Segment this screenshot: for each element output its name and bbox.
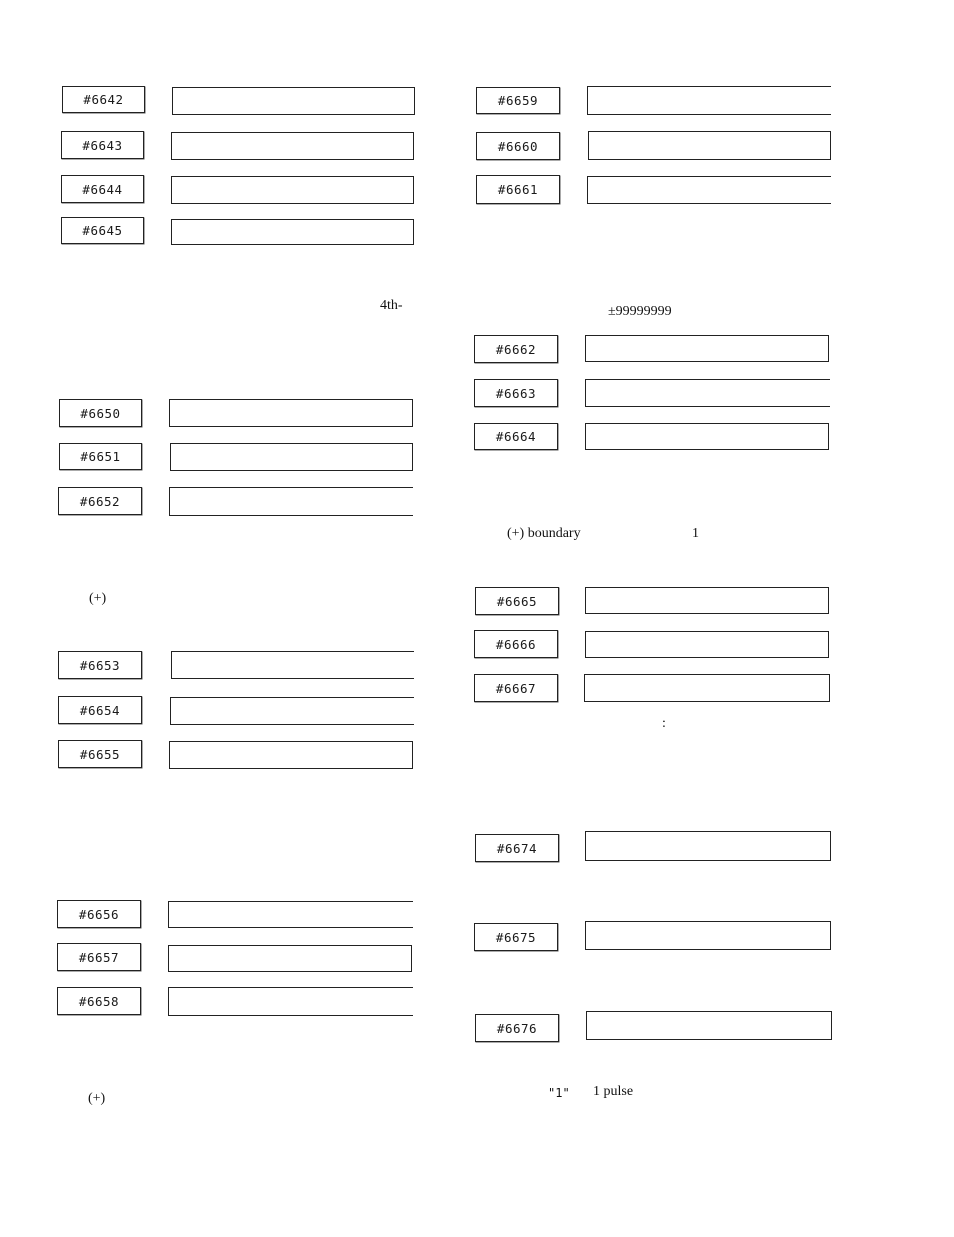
left-param-6645: #6645 xyxy=(61,217,144,244)
right-field-6659[interactable] xyxy=(587,86,831,115)
right-field-6661[interactable] xyxy=(587,176,831,204)
left-field-6642[interactable] xyxy=(172,87,415,115)
left-param-6655: #6655 xyxy=(58,740,142,768)
left-field-6651[interactable] xyxy=(170,443,413,471)
right-field-6666[interactable] xyxy=(585,631,829,658)
left-field-6658[interactable] xyxy=(168,987,413,1016)
right-field-6676[interactable] xyxy=(586,1011,832,1040)
left-field-6652[interactable] xyxy=(169,487,413,516)
left-param-6651: #6651 xyxy=(59,443,142,470)
fragment-one: 1 xyxy=(692,526,699,541)
left-param-6654: #6654 xyxy=(58,696,142,724)
right-param-6667: #6667 xyxy=(474,674,558,702)
right-param-6665: #6665 xyxy=(475,587,559,615)
right-field-6660[interactable] xyxy=(588,131,831,160)
right-field-6667[interactable] xyxy=(584,674,830,702)
left-param-6658: #6658 xyxy=(57,987,141,1015)
fragment-plus-1: (+) xyxy=(89,591,107,606)
right-param-6674: #6674 xyxy=(475,834,559,862)
right-field-6674[interactable] xyxy=(585,831,831,861)
fragment-colon: : xyxy=(662,716,666,731)
left-param-6644: #6644 xyxy=(61,175,144,203)
left-field-6644[interactable] xyxy=(171,176,414,204)
right-param-6664: #6664 xyxy=(474,423,558,450)
left-param-6643: #6643 xyxy=(61,131,144,159)
fragment-4th: 4th- xyxy=(380,298,403,313)
left-field-6657[interactable] xyxy=(168,945,412,972)
left-field-6656[interactable] xyxy=(168,901,413,928)
fragment-pulse: 1 pulse xyxy=(593,1084,634,1099)
right-param-6659: #6659 xyxy=(476,87,560,114)
fragment-quote-one: "1" xyxy=(548,1086,570,1100)
left-param-6642: #6642 xyxy=(62,86,145,113)
left-field-6643[interactable] xyxy=(171,132,414,160)
left-param-6653: #6653 xyxy=(58,651,142,679)
left-field-6650[interactable] xyxy=(169,399,413,427)
left-param-6657: #6657 xyxy=(57,943,141,971)
right-param-6675: #6675 xyxy=(474,923,558,951)
right-field-6663[interactable] xyxy=(585,379,830,407)
left-param-6652: #6652 xyxy=(58,487,142,515)
right-field-6662[interactable] xyxy=(585,335,829,362)
left-field-6654[interactable] xyxy=(170,697,414,725)
fragment-plus-2: (+) xyxy=(88,1091,106,1106)
right-param-6662: #6662 xyxy=(474,335,558,363)
right-param-6676: #6676 xyxy=(475,1014,559,1042)
left-param-6656: #6656 xyxy=(57,900,141,928)
right-field-6675[interactable] xyxy=(585,921,831,950)
left-param-6650: #6650 xyxy=(59,399,142,427)
right-param-6666: #6666 xyxy=(474,630,558,658)
left-field-6655[interactable] xyxy=(169,741,413,769)
right-field-6664[interactable] xyxy=(585,423,829,450)
left-field-6645[interactable] xyxy=(171,219,414,245)
right-param-6660: #6660 xyxy=(476,132,560,160)
fragment-boundary: (+) boundary xyxy=(507,526,581,541)
right-param-6663: #6663 xyxy=(474,379,558,407)
right-param-6661: #6661 xyxy=(476,175,560,204)
fragment-range: ±99999999 xyxy=(608,304,672,319)
left-field-6653[interactable] xyxy=(171,651,414,679)
right-field-6665[interactable] xyxy=(585,587,829,614)
